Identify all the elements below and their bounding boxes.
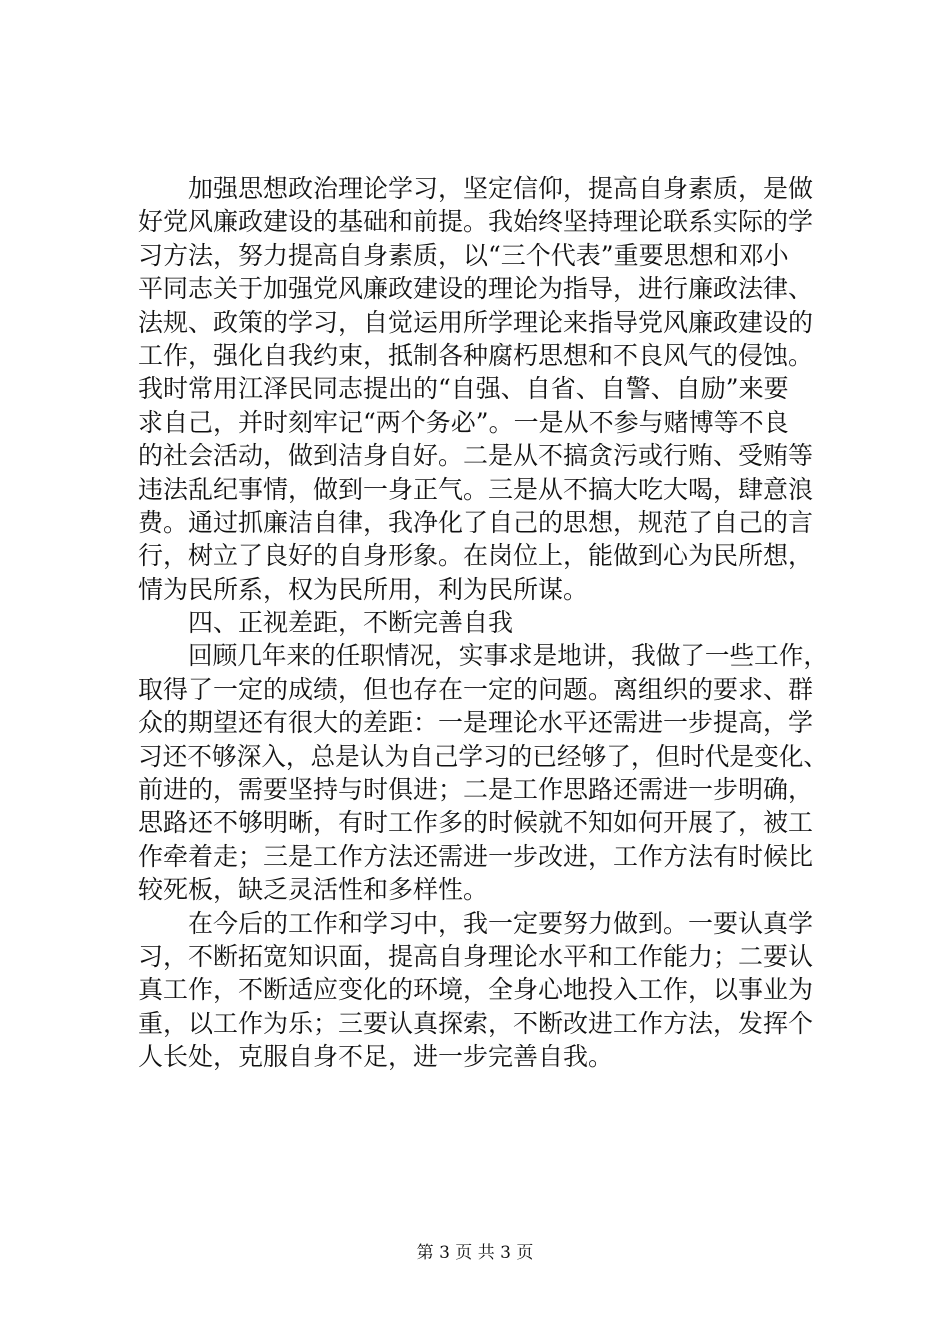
- text-line: 习还不够深入，总是认为自己学习的已经够了，但时代是变化、: [138, 741, 829, 771]
- text-line: 众的期望还有很大的差距：一是理论水平还需进一步提高，学: [138, 708, 814, 738]
- text-line: 作牵着走；三是工作方法还需进一步改进，工作方法有时候比: [138, 841, 814, 871]
- text-line: 取得了一定的成绩，但也存在一定的问题。离组织的要求、群: [138, 674, 814, 704]
- text-line: 四、正视差距，不断完善自我: [188, 608, 514, 638]
- document-body: [138, 172, 828, 1074]
- page-footer: 第 3 页 共 3 页: [416, 1243, 534, 1263]
- text-line: 好党风廉政建设的基础和前提。我始终坚持理论联系实际的学: [138, 207, 814, 237]
- text-line: 行，树立了良好的自身形象。在岗位上，能做到心为民所想，: [138, 541, 814, 571]
- text-line: 的社会活动，做到洁身自好。二是从不搞贪污或行贿、受贿等: [138, 441, 814, 471]
- text-line: 人长处，克服自身不足，进一步完善自我。: [138, 1042, 614, 1072]
- text-line: 情为民所系，权为民所用，利为民所谋。: [138, 574, 589, 604]
- text-line: 较死板，缺乏灵活性和多样性。: [138, 875, 489, 905]
- text-line: 回顾几年来的任职情况，实事求是地讲，我做了一些工作，: [188, 641, 829, 671]
- text-line: 法规、政策的学习，自觉运用所学理论来指导党风廉政建设的: [138, 307, 814, 337]
- text-line: 在今后的工作和学习中，我一定要努力做到。一要认真学: [188, 908, 814, 938]
- text-line: 工作，强化自我约束，抵制各种腐朽思想和不良风气的侵蚀。: [138, 340, 814, 370]
- text-line: 平同志关于加强党风廉政建设的理论为指导，进行廉政法律、: [138, 274, 814, 304]
- text-line: 我时常用江泽民同志提出的“自强、自省、自警、自励”来要: [138, 374, 789, 404]
- text-line: 习方法，努力提高自身素质，以“三个代表”重要思想和邓小: [138, 240, 789, 270]
- text-line: 习，不断拓宽知识面，提高自身理论水平和工作能力；二要认: [138, 941, 814, 971]
- text-line: 前进的，需要坚持与时俱进；二是工作思路还需进一步明确，: [138, 775, 814, 805]
- text-line: 费。通过抓廉洁自律，我净化了自己的思想，规范了自己的言: [138, 507, 814, 537]
- text-line: 真工作，不断适应变化的环境，全身心地投入工作，以事业为: [138, 975, 814, 1005]
- text-line: 重，以工作为乐；三要认真探索，不断改进工作方法，发挥个: [138, 1008, 814, 1038]
- text-line: 违法乱纪事情，做到一身正气。三是从不搞大吃大喝，肆意浪: [138, 474, 814, 504]
- text-line: 加强思想政治理论学习，坚定信仰，提高自身素质，是做: [188, 174, 814, 203]
- text-line: 求自己，并时刻牢记“两个务必”。一是从不参与赌博等不良: [138, 407, 789, 437]
- text-line: 思路还不够明晰，有时工作多的时候就不知如何开展了，被工: [138, 808, 814, 838]
